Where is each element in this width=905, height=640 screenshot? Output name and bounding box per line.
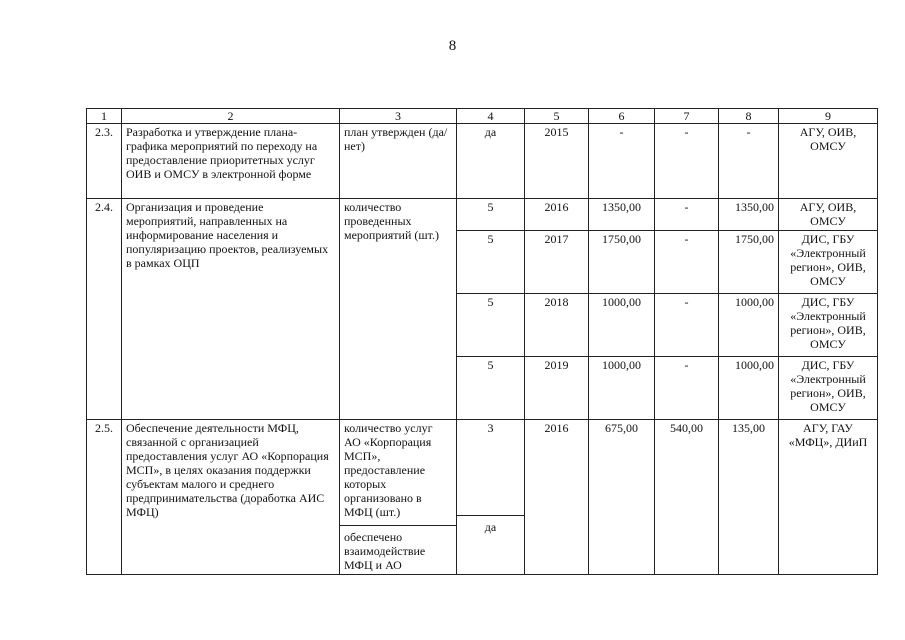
target-value: 5 [457, 294, 525, 357]
funding-col7: - [655, 231, 719, 294]
target-value: да [457, 124, 525, 199]
year: 2017 [525, 231, 589, 294]
funding-total: 1000,00 [589, 294, 655, 357]
target-cell [457, 420, 525, 575]
indicator: количество проведенных мероприятий (шт.) [340, 199, 457, 420]
funding-total: - [589, 124, 655, 199]
table-row [87, 124, 878, 199]
target-value: 3 [487, 421, 494, 435]
column-number-row [87, 109, 878, 124]
page-number: 8 [448, 38, 457, 54]
table-row [87, 420, 878, 575]
funding-col7: - [655, 199, 719, 231]
col-header-3: 3 [340, 109, 457, 124]
funding-total: 1000,00 [589, 357, 655, 420]
funding-col7: - [655, 124, 719, 199]
col-header-7: 7 [655, 109, 719, 124]
col-header-9: 9 [779, 109, 878, 124]
funding-total: 675,00 [589, 420, 655, 575]
col-header-8: 8 [719, 109, 779, 124]
executor: АГУ, ОИВ, ОМСУ [779, 199, 878, 231]
activity-name: Разработка и утверждение плана-графика мероприятий по переходу на предоставление приоритетных услуг ОИВ и ОМСУ в электронной форме [122, 124, 340, 199]
target-value: 5 [457, 231, 525, 294]
indicator-secondary: обеспечено взаимодействие МФЦ и АО [340, 525, 456, 572]
target-value: 5 [457, 199, 525, 231]
target-value-secondary: да [457, 515, 524, 534]
row-number: 2.4. [87, 199, 122, 420]
funding-col8: - [719, 124, 779, 199]
funding-col7: 540,00 [655, 420, 719, 575]
row-number: 2.5. [87, 420, 122, 575]
year: 2016 [525, 420, 589, 575]
indicator: план утвержден (да/ нет) [340, 124, 457, 199]
funding-col8: 1000,00 [719, 357, 779, 420]
col-header-6: 6 [589, 109, 655, 124]
funding-total: 1750,00 [589, 231, 655, 294]
year: 2015 [525, 124, 589, 199]
executor: АГУ, ОИВ, ОМСУ [779, 124, 878, 199]
indicator-cell [340, 420, 457, 575]
indicator: количество услуг АО «Корпорация МСП», предоставление которых организовано в МФЦ (шт.) [344, 421, 433, 519]
funding-total: 1350,00 [589, 199, 655, 231]
executor: ДИС, ГБУ «Электронный регион», ОИВ, ОМСУ [779, 231, 878, 294]
program-table [86, 108, 878, 575]
target-value: 5 [457, 357, 525, 420]
table-row [87, 199, 878, 231]
executor: ДИС, ГБУ «Электронный регион», ОИВ, ОМСУ [779, 294, 878, 357]
funding-col7: - [655, 357, 719, 420]
row-number: 2.3. [87, 124, 122, 199]
funding-col7: - [655, 294, 719, 357]
activity-name: Обеспечение деятельности МФЦ, связанной с организацией предоставления услуг АО «Корпорация МСП», в целях оказания поддержки субъектам малого и среднего предпринимательства (доработка АИС МФЦ) [122, 420, 340, 575]
funding-col8: 1350,00 [719, 199, 779, 231]
activity-name: Организация и проведение мероприятий, направленных на информирование населения и популяризацию проектов, реализуемых в рамках ОЦП [122, 199, 340, 420]
executor: АГУ, ГАУ «МФЦ», ДИиП [779, 420, 878, 575]
col-header-5: 5 [525, 109, 589, 124]
funding-col8: 1750,00 [719, 231, 779, 294]
year: 2018 [525, 294, 589, 357]
year: 2019 [525, 357, 589, 420]
year: 2016 [525, 199, 589, 231]
executor: ДИС, ГБУ «Электронный регион», ОИВ, ОМСУ [779, 357, 878, 420]
funding-col8: 135,00 [719, 420, 779, 575]
col-header-4: 4 [457, 109, 525, 124]
col-header-1: 1 [87, 109, 122, 124]
funding-col8: 1000,00 [719, 294, 779, 357]
col-header-2: 2 [122, 109, 340, 124]
